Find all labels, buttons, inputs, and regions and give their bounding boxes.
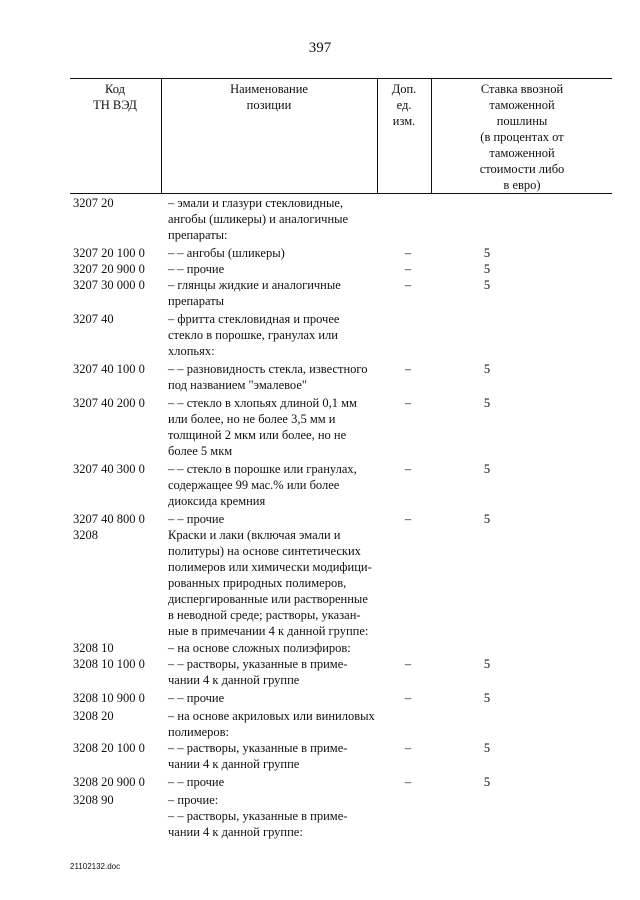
position-name-line: стекло в порошке, гранулах или [168,328,338,342]
duty-rate: 5 [483,278,491,292]
position-name-line: – – прочие [168,691,225,705]
table-row [0,690,640,706]
table-row [0,808,640,840]
header-line: (в процентах от [480,130,564,144]
header-line: стоимости либо [479,162,565,176]
tariff-code: 3208 10 900 0 [73,691,145,705]
header-line: ТН ВЭД [93,98,137,112]
header-bottom-border [70,193,612,194]
table-row [0,277,640,309]
table-row [0,527,640,639]
header-name [162,81,376,113]
position-name-line: – – разновидность стекла, известного [168,362,368,376]
position-name-line: – – растворы, указанные в приме- [168,741,348,755]
tariff-code: 3208 90 [73,793,114,807]
header-line: Доп. [391,82,417,96]
table-row [0,311,640,359]
additional-unit: – [404,246,412,260]
table-row [0,511,640,527]
position-name [168,245,398,261]
additional-unit: – [404,657,412,671]
additional-unit: – [404,262,412,276]
header-line: таможенной [489,98,555,112]
position-name-line: политуры) на основе синтетических [168,544,361,558]
additional-unit: – [404,741,412,755]
tariff-code: 3208 [73,528,98,542]
position-name [168,792,398,808]
tariff-code: 3207 20 900 0 [73,262,145,276]
position-name [168,708,398,740]
position-name-line: – – стекло в хлопьях длиной 0,1 мм [168,396,357,410]
position-name-line: – – прочие [168,512,225,526]
position-name-line: – – растворы, указанные в приме- [168,657,348,671]
position-name-line: или более, но не более 3,5 мм и [168,412,336,426]
tariff-code: 3207 40 100 0 [73,362,145,376]
additional-unit: – [404,512,412,526]
position-name-line: – глянцы жидкие и аналогичные [168,278,341,292]
position-name-line: более 5 мкм [168,444,233,458]
position-name-line: – – прочие [168,775,225,789]
header-line: Код [105,82,125,96]
tariff-code: 3207 40 [73,312,114,326]
header-unit [378,81,430,129]
position-name [168,311,398,359]
table-row [0,361,640,393]
header-line: в евро) [503,178,541,192]
position-name-line: чании 4 к данной группе [168,757,300,771]
position-name [168,640,398,656]
duty-rate: 5 [483,512,491,526]
position-name-line: диспергированные или растворенные [168,592,368,606]
additional-unit: – [404,462,412,476]
position-name [168,774,398,790]
position-name [168,527,398,639]
table-row [0,245,640,261]
duty-rate: 5 [483,775,491,789]
position-name-line: под названием "эмалевое" [168,378,307,392]
position-name-line: – эмали и глазури стекловидные, [168,196,344,210]
table-row [0,774,640,790]
position-name [168,195,398,243]
position-name [168,740,398,772]
duty-rate: 5 [483,691,491,705]
position-name-line: рованных природных полимеров, [168,576,347,590]
position-name-line: – на основе сложных полиэфиров: [168,641,351,655]
header-rate [432,81,612,193]
position-name [168,690,398,706]
table-row [0,395,640,459]
position-name [168,511,398,527]
position-name-line: препараты: [168,228,228,242]
header-line: изм. [392,114,416,128]
position-name [168,461,398,509]
header-code [70,81,160,113]
header-line: ед. [396,98,412,112]
tariff-code: 3208 20 900 0 [73,775,145,789]
tariff-code: 3208 20 100 0 [73,741,145,755]
position-name-line: – – растворы, указанные в приме- [168,809,348,823]
tariff-code: 3207 40 200 0 [73,396,145,410]
position-name [168,277,398,309]
tariff-code: 3207 40 800 0 [73,512,145,526]
duty-rate: 5 [483,657,491,671]
table-row [0,195,640,243]
position-name-line: – фритта стекловидная и прочее [168,312,340,326]
header-line: Наименование [230,82,308,96]
table-row [0,740,640,772]
position-name-line: ные в примечании 4 к данной группе: [168,624,369,638]
position-name-line: Краски и лаки (включая эмали и [168,528,341,542]
page-number: 397 [308,40,332,56]
duty-rate: 5 [483,396,491,410]
position-name-line: препараты [168,294,225,308]
tariff-code: 3208 20 [73,709,114,723]
position-name-line: – – ангобы (шликеры) [168,246,285,260]
tariff-code: 3207 30 000 0 [73,278,145,292]
position-name-line: – – стекло в порошке или гранулах, [168,462,357,476]
position-name [168,361,398,393]
duty-rate: 5 [483,262,491,276]
position-name [168,808,398,840]
table-row [0,656,640,688]
footer-filename: 21102132.doc [70,862,121,871]
position-name [168,656,398,688]
duty-rate: 5 [483,246,491,260]
header-line: пошлины [496,114,548,128]
duty-rate: 5 [483,741,491,755]
position-name [168,261,398,277]
duty-rate: 5 [483,462,491,476]
table-row [0,792,640,808]
position-name-line: хлопьях: [168,344,215,358]
position-name-line: чании 4 к данной группе: [168,825,303,839]
additional-unit: – [404,278,412,292]
position-name-line: содержащее 99 мас.% или более [168,478,340,492]
tariff-code: 3207 20 [73,196,114,210]
header-line: Ставка ввозной [480,82,564,96]
tariff-rows [0,195,640,840]
tariff-code: 3208 10 [73,641,114,655]
header-line: таможенной [489,146,555,160]
header-line: позиции [246,98,292,112]
position-name-line: толщиной 2 мкм или более, но не [168,428,347,442]
duty-rate: 5 [483,362,491,376]
position-name-line: чании 4 к данной группе [168,673,300,687]
position-name [168,395,398,459]
table-row [0,708,640,740]
position-name-line: – на основе акриловых или виниловых [168,709,375,723]
tariff-code: 3208 10 100 0 [73,657,145,671]
position-name-line: диоксида кремния [168,494,266,508]
position-name-line: – – прочие [168,262,225,276]
position-name-line: полимеров или химически модифици- [168,560,372,574]
tariff-code: 3207 40 300 0 [73,462,145,476]
tariff-code: 3207 20 100 0 [73,246,145,260]
position-name-line: ангобы (шликеры) и аналогичные [168,212,349,226]
table-row [0,461,640,509]
additional-unit: – [404,775,412,789]
additional-unit: – [404,691,412,705]
table-top-border [70,78,612,79]
position-name-line: в неводной среде; растворы, указан- [168,608,361,622]
additional-unit: – [404,396,412,410]
position-name-line: полимеров: [168,725,230,739]
position-name-line: – прочие: [168,793,219,807]
table-row [0,640,640,656]
table-row [0,261,640,277]
additional-unit: – [404,362,412,376]
